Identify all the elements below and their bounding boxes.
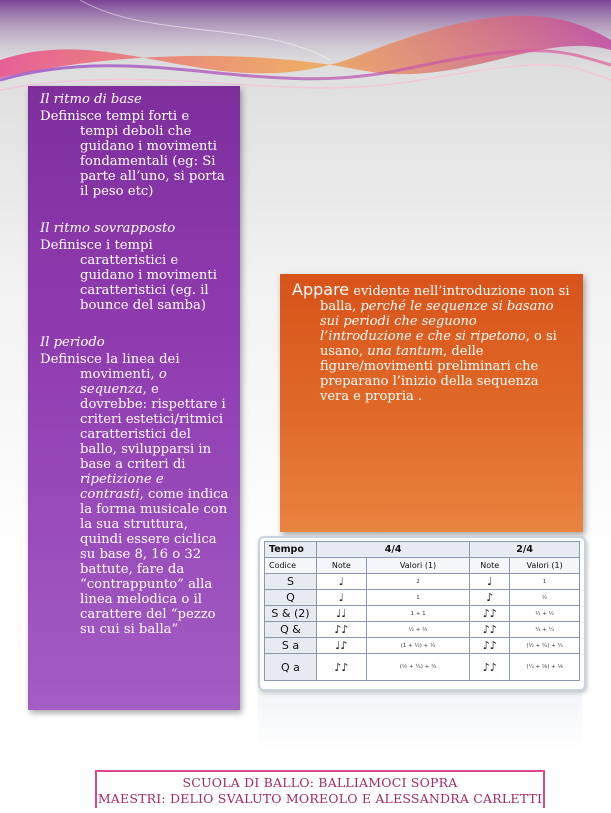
footer-school-name: SCUOLA DI BALLO: BALLIAMOCI SOPRA	[182, 775, 458, 790]
code-cell: Q a	[265, 654, 317, 681]
note-cell: ♩	[316, 590, 366, 606]
value-cell: (¼ + ⅛) + ⅛	[510, 654, 580, 681]
section-heading: Il ritmo sovrapposto	[40, 221, 176, 236]
note-cell: ♩♪	[316, 638, 366, 654]
note-header: Note	[316, 558, 366, 574]
italic-part: o sequenza	[80, 367, 167, 397]
value-cell: (½ + ¼) + ¼	[510, 638, 580, 654]
section-text: Definisce i tempi caratteristici e guidano i movimenti caratteristici (eg. il bounce del samba)	[40, 238, 217, 313]
value-cell: ½ + ½	[510, 606, 580, 622]
table-row	[265, 606, 580, 622]
note-cell: ♩	[316, 574, 366, 590]
group-header-2-4: 2/4	[470, 542, 580, 558]
text-part: , e dovrebbe: rispettare i criteri estetici/ritmici caratteristici del ballo, svilupparsi in base a criteri di	[80, 382, 226, 472]
text-part: Definisce la linea dei movimenti,	[40, 352, 180, 382]
value-cell: 1	[510, 574, 580, 590]
rhythm-table	[264, 541, 580, 681]
value-cell: (½ + ¼) + ¼	[366, 654, 470, 681]
footer-teachers: MAESTRI: DELIO SVALUTO MOREOLO E ALESSANDRA CARLETTI	[97, 791, 543, 806]
value-cell: 1	[366, 590, 470, 606]
note-cell: ♪♪	[316, 654, 366, 681]
code-cell: Q &	[265, 622, 317, 638]
section-text	[40, 352, 230, 637]
lead-word: Appare	[292, 280, 350, 299]
purple-info-box	[28, 86, 240, 710]
value-cell: ¼ + ¼	[510, 622, 580, 638]
rhythm-table-card	[258, 536, 586, 691]
note-cell: ♪♪	[316, 622, 366, 638]
table-row	[265, 622, 580, 638]
section-periodo	[28, 329, 240, 637]
tempo-header: Tempo	[265, 542, 317, 558]
code-cell: S a	[265, 638, 317, 654]
table-row	[265, 638, 580, 654]
value-cell: ½ + ½	[366, 622, 470, 638]
section-heading: Il periodo	[40, 335, 105, 350]
text-part: evidente nell’introduzione non si balla,	[320, 284, 570, 314]
valori-header: Valori (1)	[510, 558, 580, 574]
table-row	[265, 574, 580, 590]
codice-header: Codice	[265, 558, 317, 574]
note-cell: ♪♪	[470, 654, 510, 681]
text-part: , delle figure/movimenti preliminari che preparano l’inizio della sequenza vera e propria .	[320, 344, 539, 404]
group-header-4-4: 4/4	[316, 542, 469, 558]
text-part: , come indica la forma musicale con la sua struttura, quindi essere ciclica su base 8, 16 o 32 battute, fare da “contrappunto” alla linea melodica o il carattere del “pezzo su cui si balla”	[80, 487, 229, 637]
orange-info-box	[280, 274, 583, 532]
italic-part: una tantum	[367, 344, 444, 359]
section-text: Definisce tempi forti e tempi deboli che guidano i movimenti fondamentali (eg: Si parte all’uno, si porta il peso etc)	[40, 109, 225, 199]
section-heading: Il ritmo di base	[40, 92, 142, 107]
value-cell: ½	[510, 590, 580, 606]
orange-text	[292, 282, 571, 404]
text-part: , o si usano,	[320, 329, 557, 359]
note-cell: ♪♪	[470, 606, 510, 622]
table-row	[265, 654, 580, 681]
code-cell: Q	[265, 590, 317, 606]
value-cell: (1 + ½) + ½	[366, 638, 470, 654]
code-cell: S	[265, 574, 317, 590]
spacer	[28, 313, 240, 329]
value-cell: 2	[366, 574, 470, 590]
table-row	[265, 590, 580, 606]
note-cell: ♩♩	[316, 606, 366, 622]
note-cell: ♪♪	[470, 622, 510, 638]
spacer	[28, 199, 240, 215]
valori-header: Valori (1)	[366, 558, 470, 574]
italic-part: ripetizione e contrasti	[80, 472, 164, 502]
value-cell: 1 + 1	[366, 606, 470, 622]
italic-part: perché le sequenze si basano sui periodi che seguono l’introduzione e che si ripetono	[320, 299, 554, 344]
table-reflection	[258, 690, 582, 750]
section-ritmo-sovrapposto	[28, 215, 240, 313]
note-header: Note	[470, 558, 510, 574]
code-cell: S & (2)	[265, 606, 317, 622]
note-cell: ♪	[470, 590, 510, 606]
school-footer	[95, 770, 545, 808]
section-ritmo-base	[28, 86, 240, 199]
note-cell: ♩	[470, 574, 510, 590]
note-cell: ♪♪	[470, 638, 510, 654]
